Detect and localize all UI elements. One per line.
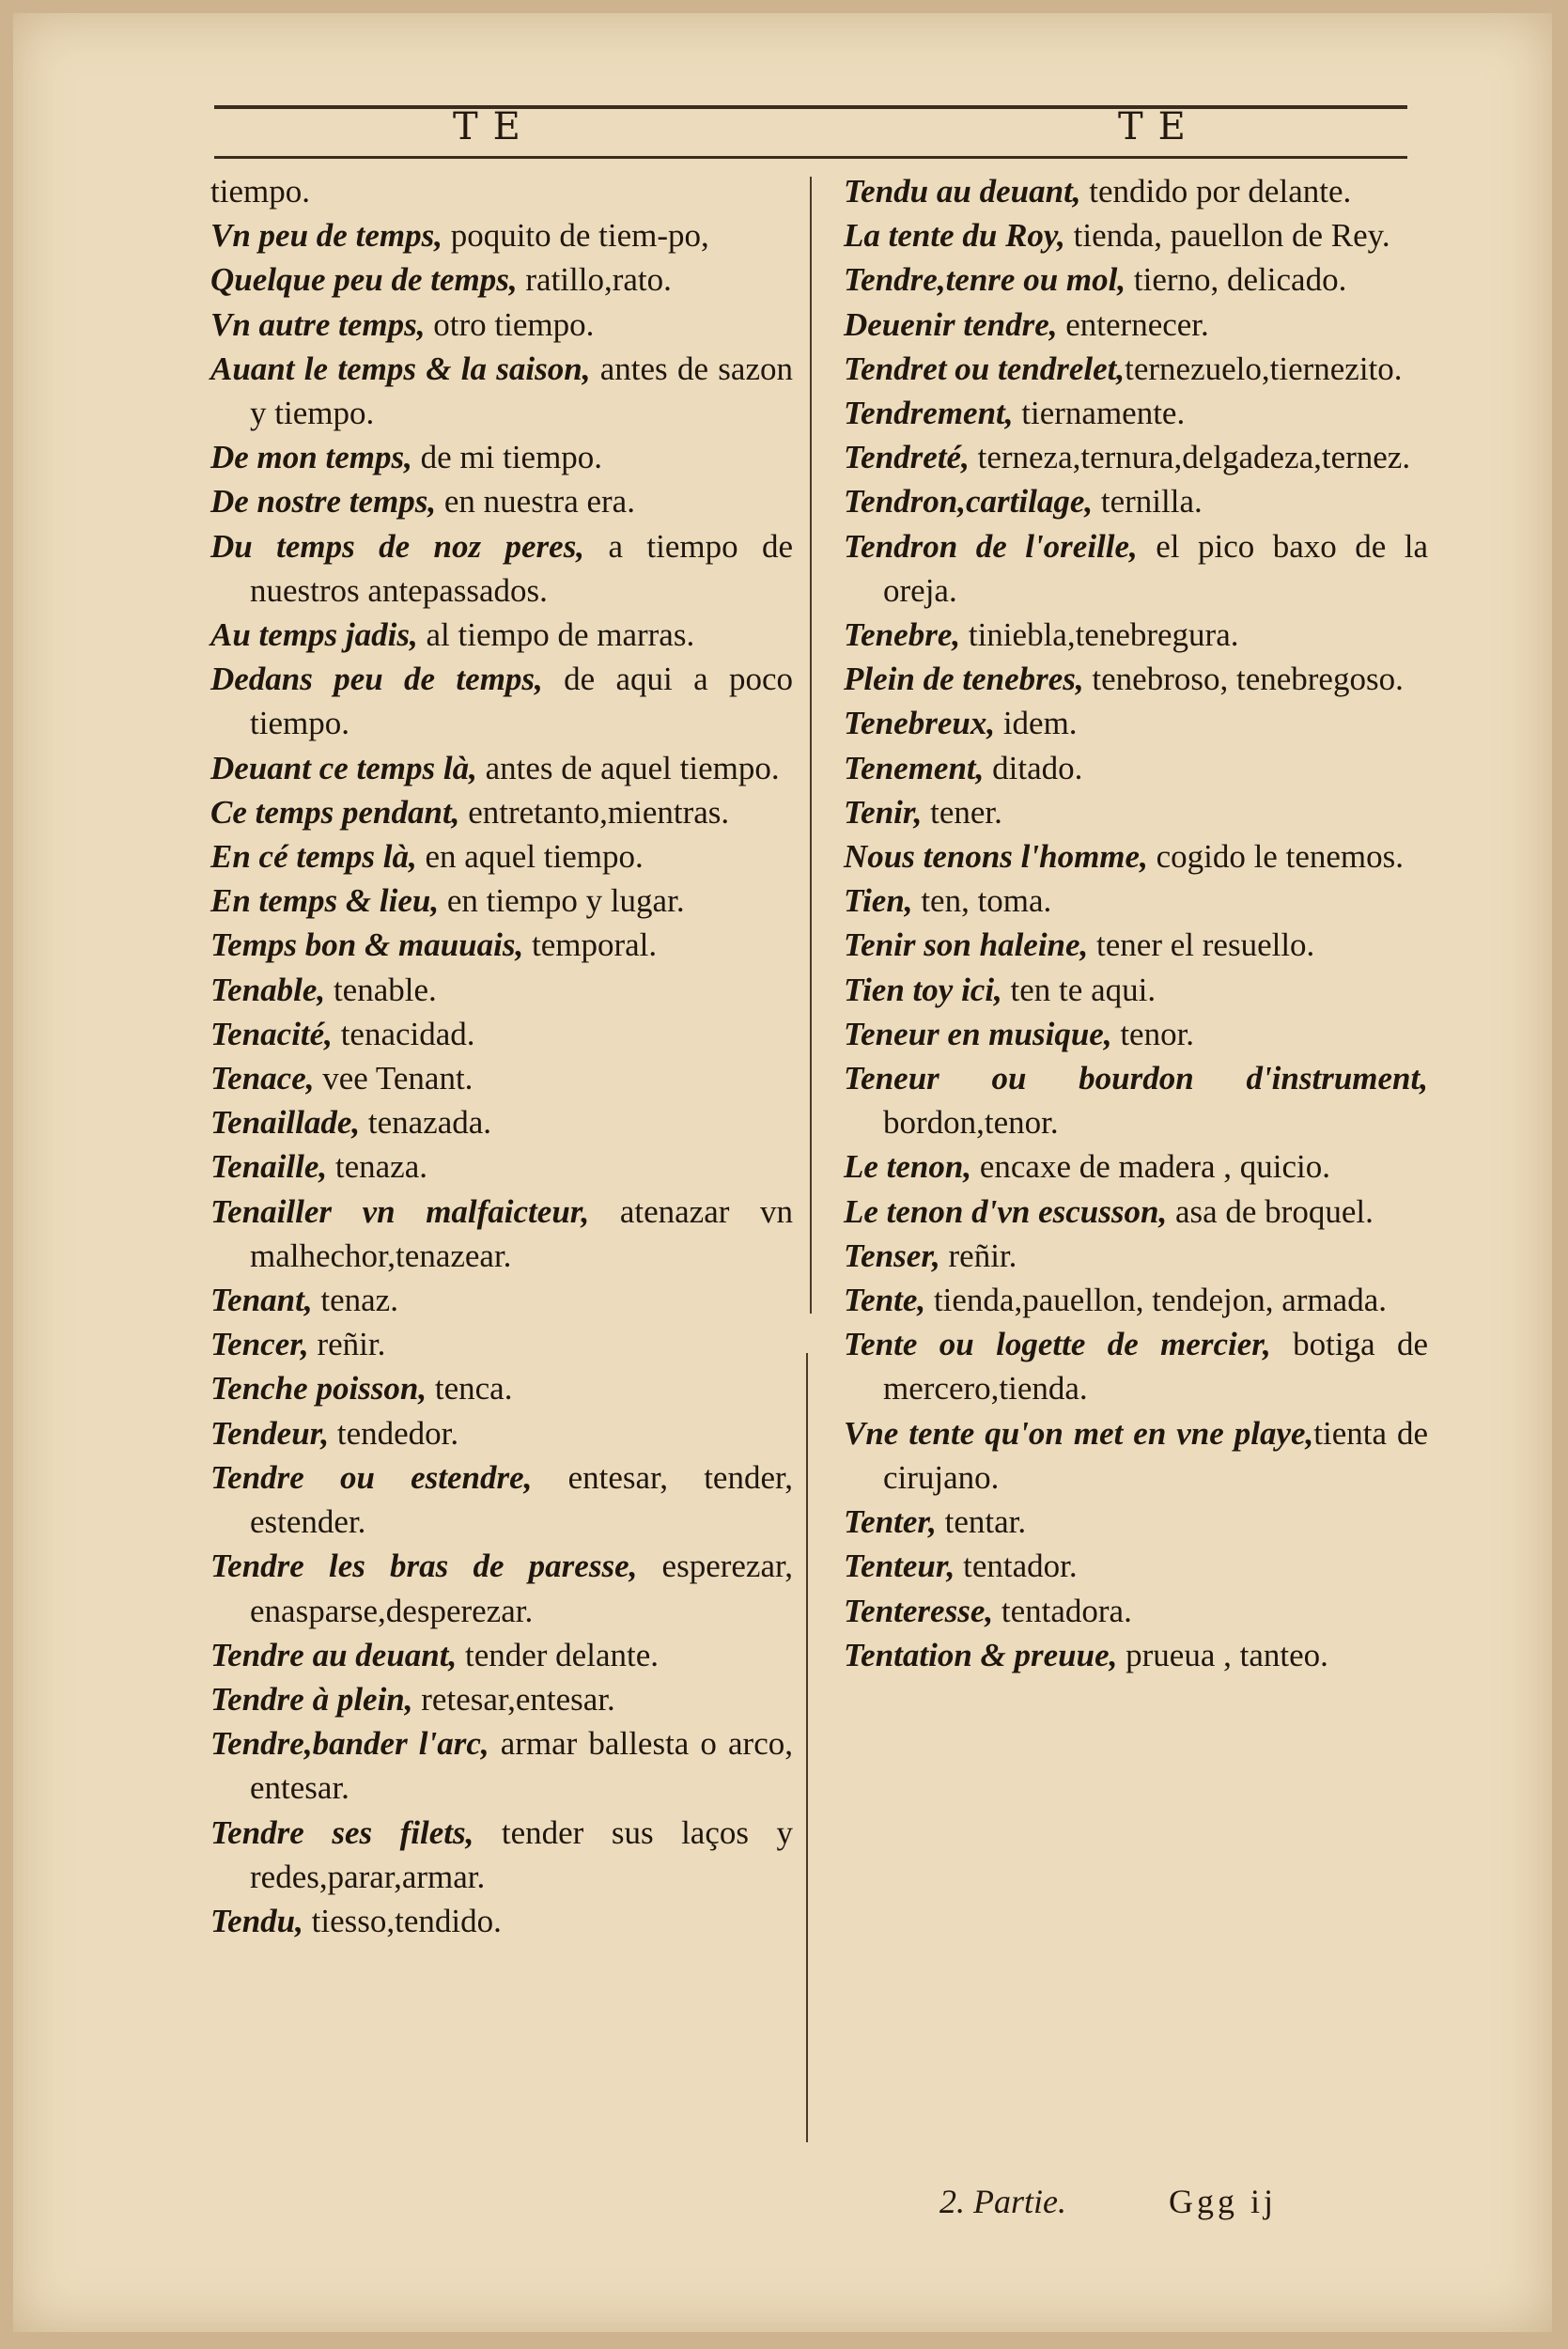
spanish-translation: bordon,tenor. bbox=[883, 1104, 1059, 1142]
dictionary-entry bbox=[844, 1190, 1428, 1234]
french-headword: Tendre les bras de paresse, bbox=[210, 1548, 638, 1585]
spanish-translation: tierno, delicado. bbox=[1126, 261, 1347, 299]
french-headword: Deuant ce temps là, bbox=[210, 749, 477, 786]
dictionary-entry bbox=[210, 1012, 793, 1056]
french-headword: Tien toy ici, bbox=[844, 971, 1002, 1008]
dictionary-entry bbox=[210, 1056, 793, 1100]
french-headword: Tenser, bbox=[844, 1237, 940, 1274]
dictionary-entry bbox=[210, 746, 793, 790]
french-headword: Tenir, bbox=[844, 793, 923, 831]
spanish-translation: poquito de tiem-po, bbox=[442, 217, 709, 255]
spanish-translation: tiniebla,tenebregura. bbox=[960, 616, 1239, 654]
french-headword: De nostre temps, bbox=[210, 483, 437, 521]
dictionary-entry bbox=[844, 1278, 1428, 1322]
spanish-translation: en tiempo y lugar. bbox=[439, 882, 685, 920]
french-headword: En cé temps là, bbox=[210, 838, 417, 876]
french-headword: Tenacité, bbox=[210, 1015, 333, 1052]
french-headword: Du temps de noz peres, bbox=[210, 527, 585, 565]
dictionary-entry bbox=[844, 657, 1428, 701]
spanish-translation: entesar, tender, estender. bbox=[250, 1458, 794, 1541]
dictionary-entry bbox=[210, 1455, 793, 1544]
dictionary-entry bbox=[844, 834, 1428, 879]
spanish-translation: tendedor. bbox=[329, 1414, 459, 1452]
dictionary-entry bbox=[844, 303, 1428, 347]
french-headword: La tente du Roy, bbox=[844, 217, 1065, 255]
dictionary-entry bbox=[210, 1190, 793, 1278]
french-headword: Tenter, bbox=[844, 1503, 937, 1541]
dictionary-entry bbox=[844, 347, 1428, 391]
french-headword: Tien, bbox=[844, 882, 913, 920]
spanish-translation: a tiempo de nuestros antepassados. bbox=[250, 527, 793, 609]
dictionary-entry bbox=[844, 923, 1428, 967]
french-headword: En temps & lieu, bbox=[210, 882, 440, 920]
spanish-translation: tenaz. bbox=[312, 1282, 398, 1319]
dictionary-entry bbox=[210, 1322, 793, 1366]
french-headword: De mon temps, bbox=[210, 439, 412, 476]
dictionary-entry bbox=[210, 435, 793, 479]
spanish-translation: otro tiempo. bbox=[425, 305, 595, 343]
spanish-translation: tenacidad. bbox=[332, 1015, 475, 1052]
french-headword: Tenche poisson, bbox=[210, 1370, 427, 1408]
spanish-translation: ditado. bbox=[984, 749, 1083, 786]
spanish-translation: atenazar vn malhechor,tenazear. bbox=[250, 1192, 793, 1274]
french-headword: Au temps jadis, bbox=[210, 616, 418, 654]
spanish-translation: entretanto,mientras. bbox=[459, 793, 730, 831]
french-headword: Tendron de l'oreille, bbox=[844, 527, 1138, 565]
dictionary-entry bbox=[210, 968, 793, 1012]
header-rule-bottom bbox=[214, 156, 1407, 159]
dictionary-entry bbox=[210, 1366, 793, 1410]
spanish-translation: enternecer. bbox=[1057, 305, 1209, 343]
spanish-translation: ternezuelo,tiernezito. bbox=[1125, 350, 1403, 387]
french-headword: Tendeur, bbox=[210, 1414, 330, 1452]
french-headword: Quelque peu de temps, bbox=[210, 261, 518, 299]
running-head-left: TE bbox=[453, 105, 536, 148]
dictionary-entry bbox=[844, 879, 1428, 923]
spanish-translation: tenaza. bbox=[327, 1148, 427, 1186]
dictionary-entry bbox=[844, 1056, 1428, 1144]
french-headword: Tenteresse, bbox=[844, 1592, 994, 1629]
french-headword: Tenailler vn malfaicteur, bbox=[210, 1192, 590, 1230]
french-headword: Tendre,tenre ou mol, bbox=[844, 261, 1126, 299]
spanish-translation: esperezar, enasparse,desperezar. bbox=[250, 1548, 793, 1629]
dictionary-entry bbox=[210, 1544, 793, 1632]
french-headword: Auant le temps & la saison, bbox=[210, 350, 591, 387]
spanish-translation: asa de broquel. bbox=[1167, 1192, 1374, 1230]
spanish-translation: tentar. bbox=[936, 1503, 1027, 1541]
french-headword: Tenebre, bbox=[844, 616, 961, 654]
french-headword: Tendre ou estendre, bbox=[210, 1458, 533, 1496]
spanish-translation: tentador. bbox=[955, 1548, 1078, 1585]
french-headword: Tenement, bbox=[844, 749, 985, 786]
french-headword: Tenaille, bbox=[210, 1148, 328, 1186]
french-headword: Tenteur, bbox=[844, 1548, 955, 1585]
dictionary-entry bbox=[210, 347, 793, 435]
spanish-translation: ratillo,rato. bbox=[517, 261, 672, 299]
dictionary-entry bbox=[844, 790, 1428, 834]
spanish-translation: tener el resuello. bbox=[1088, 926, 1315, 964]
dictionary-entry bbox=[844, 1589, 1428, 1633]
header-rule-top bbox=[214, 105, 1407, 109]
spanish-translation: de aqui a poco tiempo. bbox=[250, 661, 793, 742]
spanish-translation: tenable. bbox=[325, 971, 437, 1008]
french-headword: Tendu, bbox=[210, 1902, 303, 1939]
spanish-translation: ten, toma. bbox=[912, 882, 1052, 920]
french-headword: Tenace, bbox=[210, 1060, 315, 1097]
spanish-translation: ten te aqui. bbox=[1001, 971, 1157, 1008]
spanish-translation: tiempo. bbox=[210, 173, 310, 210]
spanish-translation: en aquel tiempo. bbox=[416, 838, 644, 876]
spanish-translation: vee Tenant. bbox=[314, 1060, 474, 1097]
french-headword: Tenebreux, bbox=[844, 705, 996, 742]
dictionary-entry bbox=[844, 257, 1428, 302]
french-headword: Le tenon, bbox=[844, 1148, 972, 1186]
spanish-translation: idem. bbox=[995, 705, 1078, 742]
french-headword: Tendrement, bbox=[844, 395, 1014, 432]
dictionary-entry bbox=[210, 1677, 793, 1721]
dictionary-entry bbox=[844, 1144, 1428, 1189]
spanish-translation: tienda, pauellon de Rey. bbox=[1064, 217, 1390, 255]
spanish-translation: terneza,ternura,delgadeza,ternez. bbox=[969, 439, 1411, 476]
dictionary-entry bbox=[210, 1411, 793, 1455]
dictionary-entry bbox=[210, 1721, 793, 1810]
spanish-translation: antes de sazon y tiempo. bbox=[250, 350, 793, 432]
dictionary-entry bbox=[210, 613, 793, 657]
dictionary-entry bbox=[844, 701, 1428, 745]
dictionary-entry bbox=[844, 746, 1428, 790]
dictionary-entry bbox=[210, 1899, 793, 1943]
dictionary-entry bbox=[210, 923, 793, 967]
french-headword: Tencer, bbox=[210, 1326, 309, 1363]
french-headword: Deuenir tendre, bbox=[844, 305, 1058, 343]
french-headword: Vn peu de temps, bbox=[210, 217, 442, 255]
french-headword: Tenant, bbox=[210, 1282, 313, 1319]
dictionary-entry bbox=[210, 1100, 793, 1144]
dictionary-entry bbox=[210, 257, 793, 302]
french-headword: Tendre,bander l'arc, bbox=[210, 1725, 489, 1763]
part-label: 2. Partie. bbox=[939, 2183, 1066, 2220]
dictionary-entry bbox=[844, 435, 1428, 479]
french-headword: Ce temps pendant, bbox=[210, 793, 460, 831]
french-headword: Plein de tenebres, bbox=[844, 661, 1084, 698]
french-headword: Vn autre temps, bbox=[210, 305, 426, 343]
spanish-translation: temporal. bbox=[523, 926, 658, 964]
spanish-translation: en nuestra era. bbox=[436, 483, 635, 521]
french-headword: Tendret ou tendrelet, bbox=[844, 350, 1126, 387]
spanish-translation: tenebroso, tenebregoso. bbox=[1083, 661, 1404, 698]
spanish-translation: reñir. bbox=[308, 1326, 386, 1363]
dictionary-entry bbox=[210, 1633, 793, 1677]
dictionary-entry bbox=[844, 1411, 1428, 1500]
dictionary-entry bbox=[210, 834, 793, 879]
dictionary-entry bbox=[844, 1544, 1428, 1588]
french-headword: Tendu au deuant, bbox=[844, 173, 1081, 210]
left-column bbox=[210, 169, 793, 1943]
dictionary-entry bbox=[844, 479, 1428, 523]
french-headword: Tenable, bbox=[210, 971, 326, 1008]
spanish-translation: ternilla. bbox=[1093, 483, 1203, 521]
french-headword: Tenaillade, bbox=[210, 1104, 361, 1142]
dictionary-entry bbox=[210, 213, 793, 257]
spanish-translation: tiernamente. bbox=[1013, 395, 1186, 432]
dictionary-entry bbox=[210, 790, 793, 834]
french-headword: Teneur ou bourdon d'instrument, bbox=[844, 1060, 1428, 1097]
signature-mark: Ggg ij bbox=[1169, 2183, 1278, 2220]
dictionary-entry bbox=[210, 1144, 793, 1189]
dictionary-entry bbox=[210, 1811, 793, 1899]
spanish-translation: tenor. bbox=[1111, 1015, 1195, 1052]
french-headword: Tendre à plein, bbox=[210, 1680, 413, 1718]
dictionary-entry bbox=[844, 391, 1428, 435]
right-column bbox=[844, 169, 1428, 1677]
spanish-translation: tiesso,tendido. bbox=[303, 1902, 502, 1939]
french-headword: Nous tenons l'homme, bbox=[844, 838, 1148, 876]
french-headword: Tenir son haleine, bbox=[844, 926, 1089, 964]
running-head-right: TE bbox=[1118, 105, 1201, 148]
dictionary-entry bbox=[210, 1278, 793, 1322]
dictionary-entry bbox=[844, 968, 1428, 1012]
spanish-translation: tenca. bbox=[427, 1370, 513, 1408]
dictionary-entry bbox=[844, 1500, 1428, 1544]
dictionary-entry bbox=[210, 657, 793, 745]
dictionary-entry bbox=[210, 524, 793, 613]
spanish-translation: tienda,pauellon, tendejon, armada. bbox=[925, 1282, 1387, 1319]
french-headword: Le tenon d'vn escusson, bbox=[844, 1192, 1168, 1230]
french-headword: Tente, bbox=[844, 1282, 926, 1319]
spanish-translation: botiga de mercero,tienda. bbox=[883, 1326, 1428, 1408]
spanish-translation: tentadora. bbox=[993, 1592, 1132, 1629]
column-divider-lower bbox=[806, 1353, 808, 2142]
spanish-translation: al tiempo de marras. bbox=[417, 616, 695, 654]
dictionary-entry bbox=[844, 524, 1428, 613]
dictionary-entry bbox=[844, 1012, 1428, 1056]
spanish-translation: tendido por delante. bbox=[1080, 173, 1352, 210]
spanish-translation: antes de aquel tiempo. bbox=[476, 749, 780, 786]
spanish-translation: tender delante. bbox=[457, 1636, 659, 1673]
spanish-translation: reñir. bbox=[939, 1237, 1017, 1274]
dictionary-entry bbox=[844, 1322, 1428, 1410]
spanish-translation: el pico baxo de la oreja. bbox=[883, 527, 1428, 609]
dictionary-entry bbox=[210, 879, 793, 923]
spanish-translation: encaxe de madera , quicio. bbox=[971, 1148, 1330, 1186]
french-headword: Vne tente qu'on met en vne playe, bbox=[844, 1414, 1314, 1452]
french-headword: Dedans peu de temps, bbox=[210, 661, 543, 698]
spanish-translation: de mi tiempo. bbox=[411, 439, 603, 476]
french-headword: Tendre ses filets, bbox=[210, 1813, 474, 1851]
dictionary-entry bbox=[844, 1633, 1428, 1677]
french-headword: Tendron,cartilage, bbox=[844, 483, 1094, 521]
dictionary-entry bbox=[844, 1234, 1428, 1278]
spanish-translation: prueua , tanteo. bbox=[1117, 1636, 1328, 1673]
dictionary-entry bbox=[844, 613, 1428, 657]
dictionary-entry bbox=[210, 479, 793, 523]
french-headword: Tendreté, bbox=[844, 439, 970, 476]
french-headword: Tentation & preuue, bbox=[844, 1636, 1118, 1673]
spanish-translation: cogido le tenemos. bbox=[1147, 838, 1404, 876]
french-headword: Tente ou logette de mercier, bbox=[844, 1326, 1271, 1363]
column-divider bbox=[810, 177, 812, 1314]
french-headword: Teneur en musique, bbox=[844, 1015, 1112, 1052]
dictionary-entry bbox=[210, 169, 793, 213]
french-headword: Temps bon & mauuais, bbox=[210, 926, 524, 964]
dictionary-entry bbox=[210, 303, 793, 347]
spanish-translation: retesar,entesar. bbox=[412, 1680, 615, 1718]
spanish-translation: tienta de cirujano. bbox=[883, 1414, 1428, 1496]
spanish-translation: tenazada. bbox=[360, 1104, 492, 1142]
french-headword: Tendre au deuant, bbox=[210, 1636, 458, 1673]
dictionary-entry bbox=[844, 213, 1428, 257]
dictionary-entry bbox=[844, 169, 1428, 213]
spanish-translation: armar ballesta o arco, entesar. bbox=[250, 1725, 793, 1807]
spanish-translation: tener. bbox=[922, 793, 1002, 831]
spanish-translation: tender sus laços y redes,parar,armar. bbox=[250, 1813, 793, 1895]
